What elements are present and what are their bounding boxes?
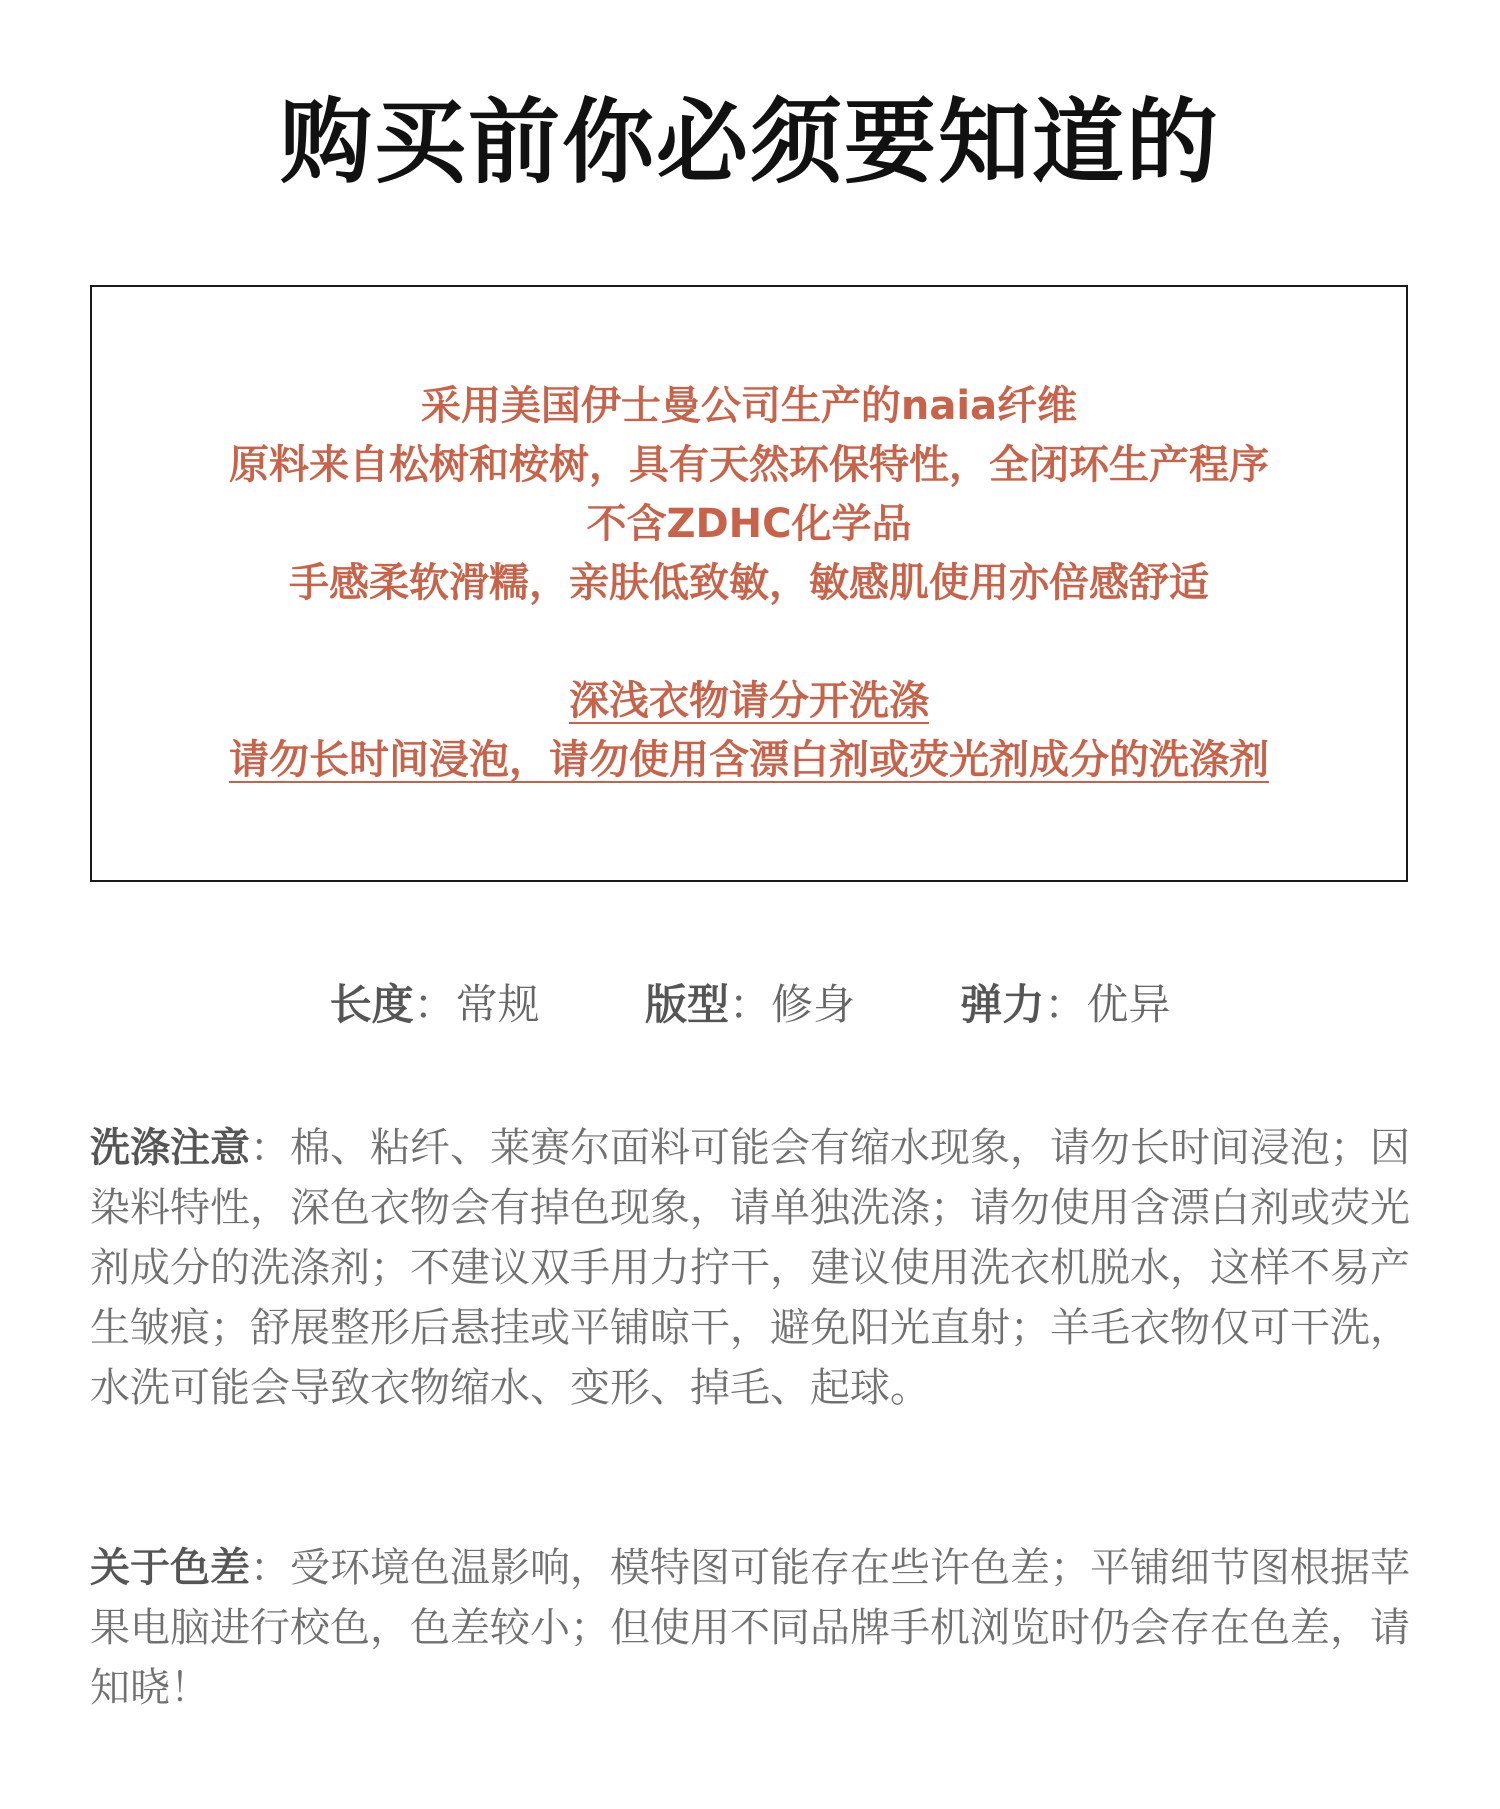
spec-label: 长度 <box>329 980 414 1029</box>
care-note-text: 深浅衣物请分开洗涤 <box>569 678 929 724</box>
color-diff-label: 关于色差 <box>90 1545 250 1591</box>
feature-line: 不含ZDHC化学品 <box>586 501 912 547</box>
page-title: 购买前你必须要知道的 <box>279 89 1220 196</box>
feature-line: 原料来自松树和桉树，具有天然环保特性，全闭环生产程序 <box>229 442 1269 488</box>
spec-length <box>330 975 540 1035</box>
spec-value: 修身 <box>771 980 856 1029</box>
feature-line: 手感柔软滑糯，亲肤低致敏，敏感肌使用亦倍感舒适 <box>289 560 1209 606</box>
care-note-line <box>92 672 1406 731</box>
spec-row <box>0 975 1500 1035</box>
spec-label: 版型 <box>644 980 729 1029</box>
feature-box <box>90 285 1408 882</box>
color-diff-text: ：受环境色温影响，模特图可能存在些许色差；平铺细节图根据苹果电脑进行校色，色差较小；但使用不同品牌手机浏览时仍会存在色差，请知晓！ <box>90 1545 1410 1711</box>
spec-separator: ： <box>1044 980 1087 1029</box>
spec-fit <box>645 975 855 1035</box>
washing-notice <box>90 1118 1410 1418</box>
spec-value: 常规 <box>455 980 540 1029</box>
spec-label: 弹力 <box>960 980 1045 1029</box>
spec-value: 优异 <box>1086 980 1171 1029</box>
feature-line: 采用美国伊士曼公司生产的naia纤维 <box>420 383 1078 429</box>
spec-elasticity <box>960 975 1170 1035</box>
care-note-text: 请勿长时间浸泡，请勿使用含漂白剂或荧光剂成分的洗涤剂 <box>229 737 1269 783</box>
care-note-list <box>92 672 1406 790</box>
washing-label: 洗涤注意 <box>90 1125 250 1171</box>
color-difference-notice <box>90 1538 1410 1718</box>
spec-separator: ： <box>728 980 771 1029</box>
spec-separator: ： <box>413 980 456 1029</box>
washing-text: ：棉、粘纤、莱赛尔面料可能会有缩水现象，请勿长时间浸泡；因染料特性，深色衣物会有掉色现象，请单独洗涤；请勿使用含漂白剂或荧光剂成分的洗涤剂；不建议双手用力拧干，建议使用洗衣机脱水，这样不易产生皱痕；舒展整形后悬挂或平铺晾干，避免阳光直射；羊毛衣物仅可干洗，水洗可能会导致衣物缩水、变形、掉毛、起球。 <box>90 1125 1410 1411</box>
feature-list <box>92 377 1406 613</box>
care-note-line <box>92 731 1406 790</box>
